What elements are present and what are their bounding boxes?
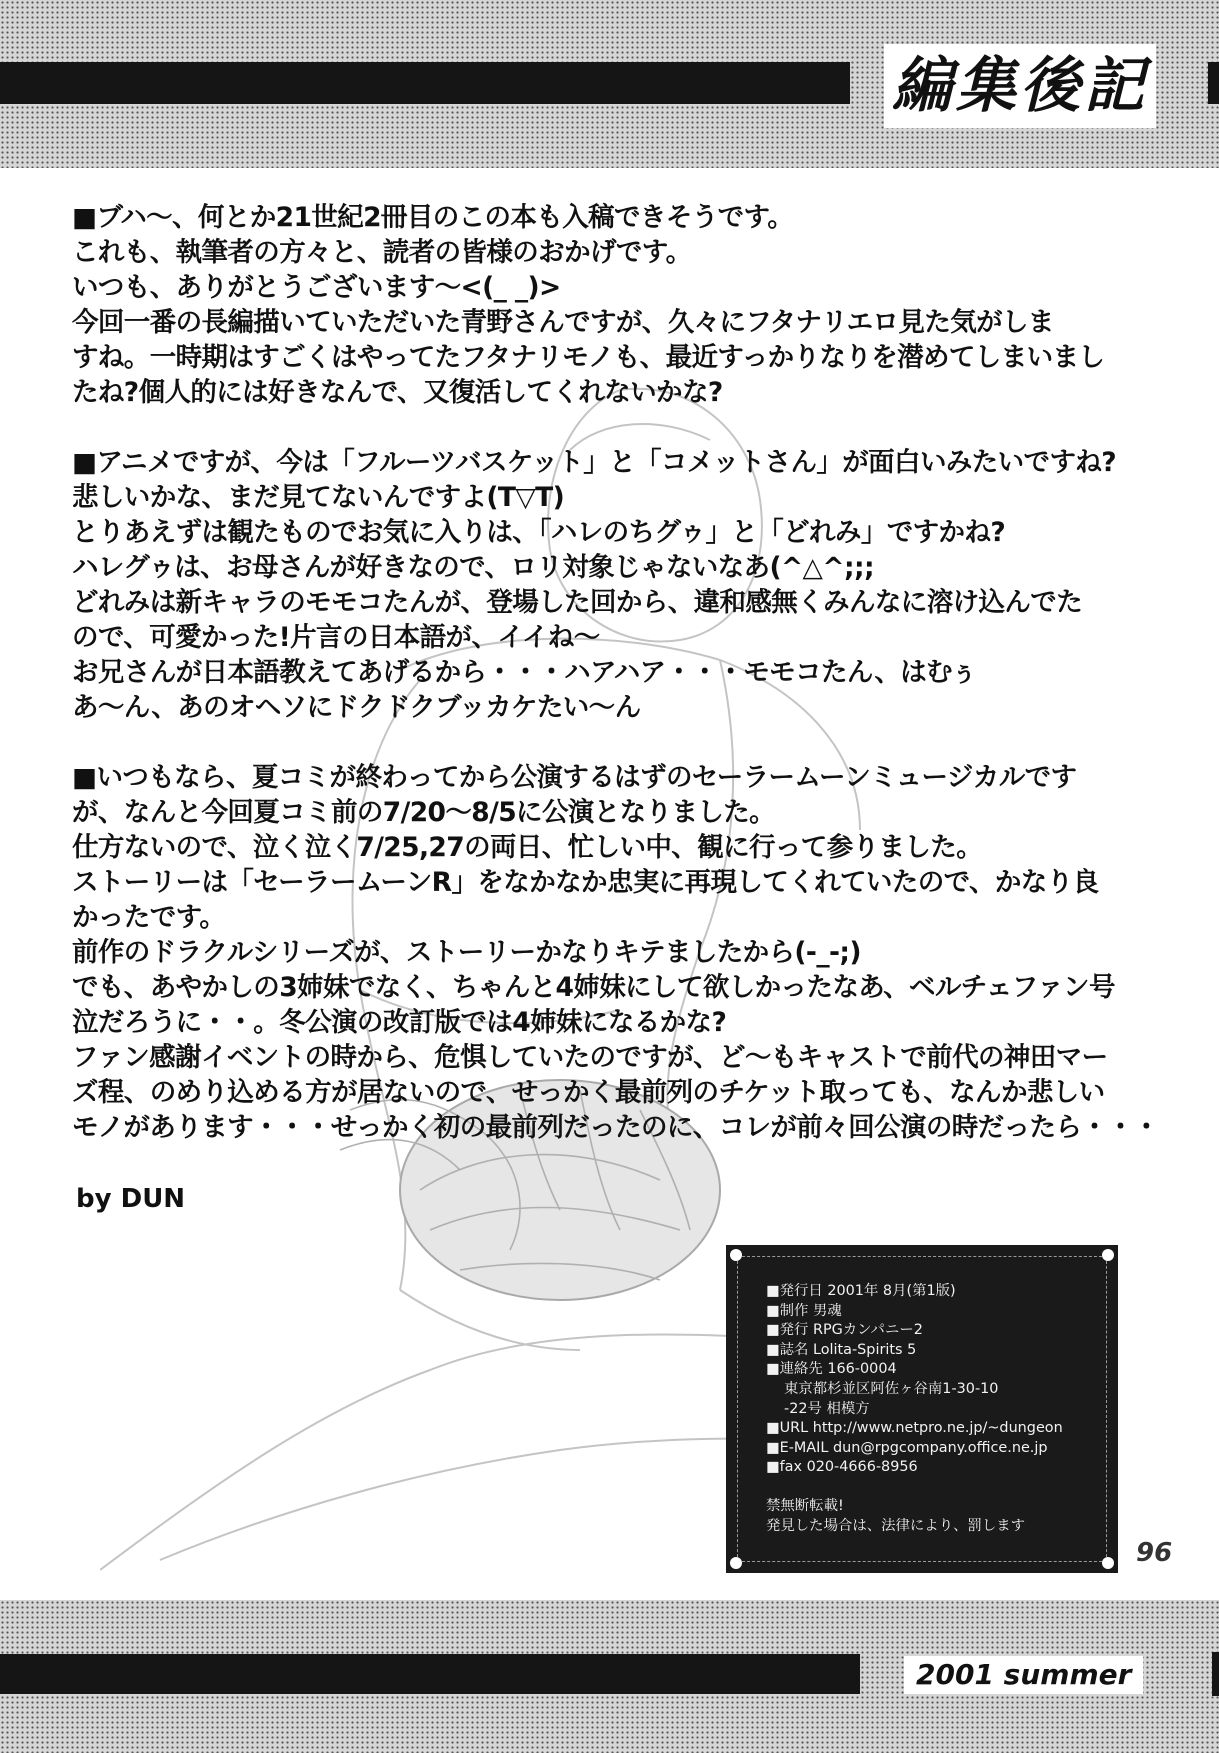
page-number: 96 bbox=[1136, 1538, 1173, 1568]
footer-season-tag: 2001 summer bbox=[904, 1656, 1143, 1694]
author-signature: by DUN bbox=[76, 1184, 186, 1214]
colophon-url: ■URL http://www.netpro.ne.jp/~dungeon bbox=[766, 1420, 1063, 1437]
colophon-notice-detail: 発見した場合は、法律により、罰します bbox=[766, 1517, 1026, 1534]
colophon-address: 東京都杉並区阿佐ヶ谷南1-30-10 bbox=[784, 1380, 999, 1397]
header-black-bar bbox=[0, 62, 850, 104]
colophon-box bbox=[726, 1245, 1118, 1573]
corner-rivet bbox=[1102, 1249, 1114, 1261]
text-line: すね。一時期はすごくはやってたフタナリモノも、最近すっかりなりを潜めてしまいまし bbox=[72, 342, 1105, 373]
text-line: いつも、ありがとうございます〜<(_ _)> bbox=[72, 272, 561, 303]
colophon-spacer bbox=[766, 1478, 1106, 1497]
colophon-producer: ■制作 男魂 bbox=[766, 1302, 842, 1319]
colophon-fax: ■fax 020-4666-8956 bbox=[766, 1459, 918, 1476]
colophon-date: ■発行日 2001年 8月(第1版) bbox=[766, 1283, 956, 1299]
text-line: たね?個人的には好きなんで、又復活してくれないかな? bbox=[72, 377, 723, 408]
colophon-title: ■誌名 Lolita-Spirits 5 bbox=[766, 1341, 917, 1358]
text-line: あ〜ん、あのオヘソにドクドクブッカケたい〜ん bbox=[72, 692, 641, 723]
text-line: ファン感謝イベントの時から、危惧していたのですが、ど〜もキャストで前代の神田マー bbox=[72, 1042, 1108, 1073]
corner-rivet bbox=[730, 1249, 742, 1261]
colophon-email: ■E-MAIL dun@rpgcompany.office.ne.jp bbox=[766, 1439, 1048, 1456]
text-line: 泣だろうに・・。冬公演の改訂版では4姉妹になるかな? bbox=[72, 1007, 727, 1038]
text-line: お兄さんが日本語教えてあげるから・・・ハアハア・・・モモコたん、はむぅ bbox=[72, 657, 977, 688]
colophon-text bbox=[766, 1282, 1106, 1536]
corner-rivet bbox=[1102, 1557, 1114, 1569]
corner-rivet bbox=[730, 1557, 742, 1569]
text-line: ■アニメですが、今は「フルーツバスケット」と「コメットさん」が面白いみたいですね? bbox=[72, 447, 1117, 478]
colophon-publisher: ■発行 RPGカンパニー2 bbox=[766, 1322, 923, 1339]
colophon-address-2: -22号 相模方 bbox=[784, 1400, 870, 1417]
text-line: 前作のドラクルシリーズが、ストーリーかなりキテましたから(-_-;) bbox=[72, 937, 861, 968]
text-line: これも、執筆者の方々と、読者の皆様のおかげです。 bbox=[72, 237, 692, 268]
text-line: どれみは新キャラのモモコたんが、登場した回から、違和感無くみんなに溶け込んでた bbox=[72, 587, 1083, 618]
text-line: ストーリーは「セーラームーンR」をなかなか忠実に再現してくれていたので、かなり良 bbox=[72, 867, 1099, 898]
colophon-notice: 禁無断転載! bbox=[766, 1497, 844, 1514]
paragraph-anime bbox=[72, 445, 1152, 725]
text-line: ハレグゥは、お母さんが好きなので、ロリ対象じゃないなあ(^△^;;; bbox=[72, 552, 874, 583]
text-line: かったです。 bbox=[72, 902, 226, 933]
paragraph-musical bbox=[72, 760, 1160, 1145]
page-title: 編集後記 bbox=[884, 44, 1156, 128]
footer-black-bar bbox=[0, 1654, 860, 1694]
header-bar-end bbox=[1208, 62, 1219, 104]
paragraph-greeting bbox=[72, 200, 1152, 410]
colophon-contact: ■連絡先 166-0004 bbox=[766, 1361, 897, 1378]
text-line: が、なんと今回夏コミ前の7/20〜8/5に公演となりました。 bbox=[72, 797, 776, 828]
text-line: 今回一番の長編描いていただいた青野さんですが、久々にフタナリエロ見た気がしま bbox=[72, 307, 1054, 338]
text-line: でも、あやかしの3姉妹でなく、ちゃんと4姉妹にして欲しかったなあ、ベルチェファン号 bbox=[72, 972, 1115, 1003]
text-line: 悲しいかな、まだ見てないんですよ(T▽T) bbox=[72, 482, 565, 513]
text-line: ■いつもなら、夏コミが終わってから公演するはずのセーラームーンミュージカルです bbox=[72, 762, 1077, 793]
text-line: モノがあります・・・せっかく初の最前列だったのに、コレが前々回公演の時だったら・・・ bbox=[72, 1112, 1160, 1143]
text-line: ■ブハ〜、何とか21世紀2冊目のこの本も入稿できそうです。 bbox=[72, 202, 794, 233]
editorial-body bbox=[72, 200, 1160, 1180]
text-line: とりあえずは観たものでお気に入りは、「ハレのちグゥ」と「どれみ」ですかね? bbox=[72, 517, 1006, 548]
text-line: ズ程、のめり込める方が居ないので、せっかく最前列のチケット取っても、なんか悲しい bbox=[72, 1077, 1105, 1108]
text-line: ので、可愛かった!片言の日本語が、イイね〜 bbox=[72, 622, 600, 653]
footer-bar-end bbox=[1212, 1652, 1219, 1696]
text-line: 仕方ないので、泣く泣く7/25,27の両日、忙しい中、観に行って参りました。 bbox=[72, 832, 983, 863]
